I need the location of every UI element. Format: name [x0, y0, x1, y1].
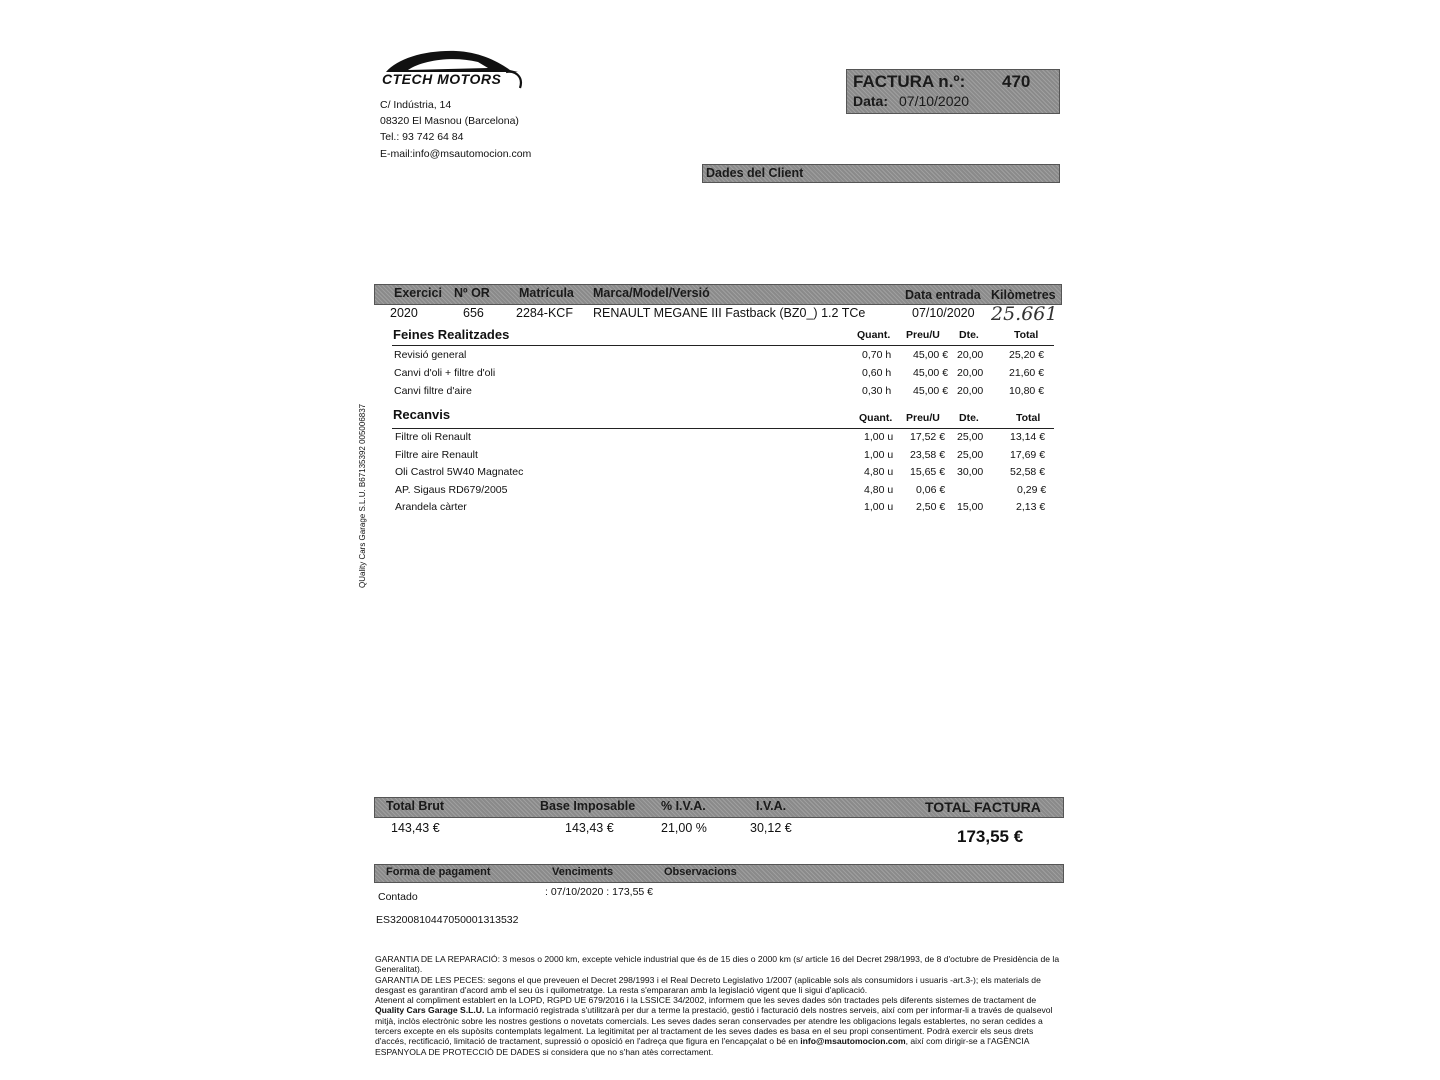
part-total: 0,29 € [1017, 484, 1047, 496]
footer-privacy-a: Atenent al compliment establert en la LOPD, RGPD UE 679/2016 i la LSSICE 34/2002, informem que les seves dades són tractades pels diferents sistemes de tractament de [375, 995, 1037, 1006]
parts-rule [392, 428, 1054, 429]
logo-text: CTECH MOTORS [382, 71, 502, 87]
work-price: 45,00 € [913, 367, 949, 379]
part-qty: 1,00 u [864, 449, 894, 461]
works-title: Feines Realitzades [393, 327, 510, 342]
works-col-disc: Dte. [959, 329, 979, 341]
footer-warranty-repair: GARANTIA DE LA REPARACIÓ: 3 mesos o 2000 km, excepte vehicle industrial que és de 15 dies o 2000 km (s/ article 16 del Decret 298/1993, de 8 d'octubre de Presidència de la Generalitat). [375, 954, 1060, 975]
payment-header-due: Venciments [552, 866, 614, 878]
total-gross: 143,43 € [391, 821, 440, 835]
vehicle-header-km: Kilòmetres [991, 288, 1056, 302]
work-disc: 20,00 [957, 349, 984, 361]
part-desc: AP. Sigaus RD679/2005 [395, 484, 508, 496]
table-row [394, 449, 1054, 466]
total-base: 143,43 € [565, 821, 614, 835]
part-price: 23,58 € [910, 449, 946, 461]
vehicle-header-plate: Matrícula [519, 286, 574, 300]
payment-header-bar [374, 864, 1064, 883]
works-col-price: Preu/U [906, 329, 940, 341]
part-price: 0,06 € [916, 484, 946, 496]
part-qty: 1,00 u [864, 431, 894, 443]
invoice-number: 470 [1002, 72, 1031, 91]
part-qty: 4,80 u [864, 466, 894, 478]
totals-header-total: TOTAL FACTURA [925, 799, 1041, 815]
client-header-bar [702, 164, 1060, 183]
company-phone: Tel.: 93 742 64 84 [380, 131, 464, 143]
vehicle-year: 2020 [390, 306, 418, 320]
totals-header-bar [374, 797, 1064, 818]
part-total: 52,58 € [1010, 466, 1046, 478]
vehicle-header-year: Exercici [394, 286, 442, 300]
company-address-1: C/ Indústria, 14 [380, 99, 452, 111]
total-vat-pct: 21,00 % [661, 821, 707, 835]
totals-header-gross: Total Brut [386, 799, 445, 813]
part-disc: 25,00 [957, 449, 984, 461]
part-disc: 25,00 [957, 431, 984, 443]
part-qty: 1,00 u [864, 501, 894, 513]
invoice-header-box [846, 69, 1060, 114]
part-price: 15,65 € [910, 466, 946, 478]
vehicle-plate: 2284-KCF [516, 306, 573, 320]
vehicle-entry-date: 07/10/2020 [912, 306, 975, 320]
work-qty: 0,30 h [862, 385, 892, 397]
footer-privacy-email: info@msautomocion.com [800, 1036, 906, 1047]
footer-privacy-c: , així com dirigir-se a l'AGÈNCIA ESPANYOLA DE PROTECCIÓ DE DADES si considera que no s'han atès correctament. [375, 1036, 1030, 1057]
payment-method: Contado [378, 891, 418, 903]
part-total: 2,13 € [1016, 501, 1046, 513]
invoice-date: 07/10/2020 [899, 93, 970, 109]
payment-header-method: Forma de pagament [386, 866, 491, 878]
work-total: 25,20 € [1009, 349, 1045, 361]
part-desc: Filtre aire Renault [395, 449, 478, 461]
footer-privacy [375, 995, 1063, 1057]
part-total: 17,69 € [1010, 449, 1046, 461]
vehicle-header-or: Nº OR [454, 286, 490, 300]
vehicle-header-entry: Data entrada [905, 288, 981, 302]
table-row [394, 367, 1054, 384]
invoice-date-label: Data: [853, 93, 889, 109]
work-total: 10,80 € [1009, 385, 1045, 397]
work-qty: 0,60 h [862, 367, 892, 379]
footer-warranty-parts: GARANTIA DE LES PECES: segons el que preveuen el Decret 298/1993 i el Real Decreto Legislativo 1/2007 (aplicable sols als consumidors i usuaris -art.3-); els materials de desgast es garantiran d'acord amb el seu ús i quilometratge. La resta s'empararan amb la legislació vigent que li sigui d'aplicació. [375, 974, 1041, 995]
payment-iban: ES3200810447050001313532 [376, 914, 519, 926]
table-row [394, 349, 1054, 366]
parts-title: Recanvis [393, 407, 451, 422]
vehicle-model: RENAULT MEGANE III Fastback (BZ0_) 1.2 TCe [593, 306, 866, 320]
vehicle-or: 656 [463, 306, 484, 320]
part-price: 17,52 € [910, 431, 946, 443]
works-col-qty: Quant. [857, 329, 891, 341]
table-row [394, 385, 1054, 402]
payment-header-notes: Observacions [664, 866, 737, 878]
works-rule [392, 345, 1054, 346]
parts-col-disc: Dte. [959, 412, 979, 424]
part-disc: 15,00 [957, 501, 984, 513]
client-header: Dades del Client [706, 166, 804, 180]
footer-privacy-company: Quality Cars Garage S.L.U. [375, 1005, 485, 1016]
work-disc: 20,00 [957, 367, 984, 379]
works-col-total: Total [1014, 329, 1039, 341]
table-row [394, 466, 1054, 483]
totals-header-base: Base Imposable [540, 799, 636, 813]
work-price: 45,00 € [913, 385, 949, 397]
invoice-label: FACTURA n.º: [853, 72, 966, 91]
payment-due: : 07/10/2020 : 173,55 € [545, 886, 654, 898]
footer-privacy-b: La informació registrada s'utilitzarà per dur a terme la prestació, gestió i facturació dels nostres serveis, així com per informar-li a través de qualsevol mitjà, inclòs electrònic sobre les nostres gestions o novetats comercials. Les seves dades seran conservades per atendre les obligacions legals establertes, no seran cedides a tercers excepte en els supòsits contemplats legalment. La legitimitat per al tractament de les seves dades es basa en el seu propi consentiment. Podrà exercir els seus drets d'accés, rectificació, limitació de tractament, supressió o oposició en l'adreça que figura en l'encapçalat o bé en [375, 1005, 1053, 1047]
total-invoice-amount: 173,55 € [957, 827, 1024, 846]
work-desc: Canvi filtre d'aire [394, 385, 472, 397]
table-row [394, 501, 1054, 518]
work-desc: Canvi d'oli + filtre d'oli [394, 367, 496, 379]
parts-col-price: Preu/U [906, 412, 940, 424]
parts-col-qty: Quant. [859, 412, 893, 424]
company-logo [378, 44, 528, 94]
table-row [394, 431, 1054, 448]
totals-header-vat: I.V.A. [756, 799, 787, 813]
part-desc: Oli Castrol 5W40 Magnatec [395, 466, 524, 478]
part-disc: 30,00 [957, 466, 984, 478]
vehicle-row [374, 303, 1060, 325]
parts-col-total: Total [1016, 412, 1041, 424]
legal-footer [375, 954, 1063, 1057]
company-address-2: 08320 El Masnou (Barcelona) [380, 115, 519, 127]
work-desc: Revisió general [394, 349, 467, 361]
vehicle-header-model: Marca/Model/Versió [593, 286, 710, 300]
part-desc: Filtre oli Renault [395, 431, 471, 443]
work-qty: 0,70 h [862, 349, 892, 361]
table-row [394, 484, 1054, 501]
total-vat: 30,12 € [750, 821, 792, 835]
part-qty: 4,80 u [864, 484, 894, 496]
work-price: 45,00 € [913, 349, 949, 361]
vehicle-header-bar [374, 284, 1062, 305]
totals-header-vat-pct: % I.V.A. [661, 799, 706, 813]
work-disc: 20,00 [957, 385, 984, 397]
work-total: 21,60 € [1009, 367, 1045, 379]
side-company-text: QUality Cars Garage S.L.U. B67135392 005006837 [358, 403, 367, 588]
part-total: 13,14 € [1010, 431, 1046, 443]
vehicle-km-handwritten: 25.661 [991, 303, 1058, 325]
part-price: 2,50 € [916, 501, 946, 513]
part-desc: Arandela càrter [395, 501, 467, 513]
company-email: E-mail:info@msautomocion.com [380, 148, 532, 160]
